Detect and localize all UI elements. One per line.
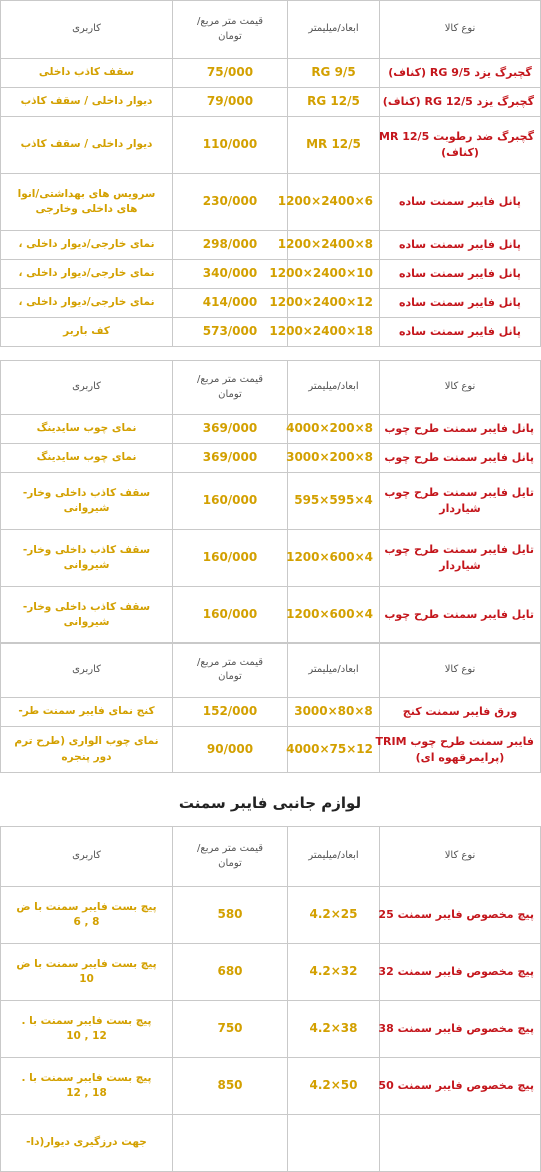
price-cell: 850 [173, 1058, 288, 1115]
usage-text: نمای چوب سایدینگ [36, 422, 137, 435]
product-type-cell [380, 318, 541, 347]
product-type-text: فایبر سمنت طرح چوب TRIM [375, 734, 534, 748]
product-type-text: شیاردار [439, 502, 481, 515]
usage-text: شیروانی [63, 616, 110, 628]
usage-cell [1, 318, 173, 347]
dimensions-text: 3000×200×8 [286, 450, 373, 465]
usage-text: سقف کاذب داخلی [38, 66, 135, 79]
usage-text: سقف کاذب داخلی وخار- [22, 486, 151, 499]
usage-text: نمای چوب الواری (طرح ترم [14, 735, 159, 748]
product-type-text: شیاردار [439, 559, 481, 572]
usage-cell [1, 59, 173, 88]
product-type-text: پیچ مخصوص فایبر سمنت 38 [378, 1022, 534, 1036]
header-price-unit: تومان [218, 388, 242, 400]
usage-cell [1, 1115, 173, 1172]
product-type-text: گچبرگ یزد RG 12/5 (کناف) [382, 95, 534, 109]
product-type-cell [380, 1058, 541, 1115]
usage-text: پیچ بست فایبر سمنت با ض [16, 957, 157, 970]
usage-cell [1, 473, 173, 530]
table-row [1, 88, 541, 117]
usage-text: دور پنجره [61, 750, 112, 763]
price-cell: 110/000 [173, 117, 288, 174]
table-row [1, 587, 541, 644]
table-row [1, 1115, 541, 1172]
usage-text: نمای چوب سایدینگ [36, 451, 137, 464]
price-cell: 79/000 [173, 88, 288, 117]
table-row [1, 318, 541, 347]
price-cell: 75/000 [173, 59, 288, 88]
dimensions-text: 4000×75×12 [286, 741, 373, 756]
header-product-type: نوع کالا [380, 643, 541, 698]
table-row [1, 117, 541, 174]
header-price-unit: تومان [218, 857, 242, 869]
price-table-wood-design [0, 360, 541, 644]
usage-text: سقف کاذب داخلی وخار- [22, 600, 151, 613]
usage-text: سرویس های بهداشتی/انوا [17, 187, 156, 200]
product-type-cell [380, 59, 541, 88]
dimensions-cell [288, 415, 380, 444]
product-type-text: پیچ مخصوص فایبر سمنت 32 [378, 965, 534, 979]
header-product-type: نوع کالا [380, 1, 541, 59]
usage-cell [1, 88, 173, 117]
dimensions-text: 4.2×50 [309, 1078, 358, 1093]
header-dimensions: ابعاد/میلیمتر [288, 1, 380, 59]
product-type-cell [380, 88, 541, 117]
usage-text: پیچ بست فایبر سمنت با . [21, 1014, 152, 1027]
dimensions-text: 1200×600×4 [286, 550, 373, 565]
product-type-cell [375, 727, 541, 773]
table-row [1, 1058, 541, 1115]
price-cell: 230/000 [173, 174, 288, 231]
dimensions-text: 1200×2400×18 [269, 324, 373, 339]
header-price-line: قیمت متر مربع/ [197, 656, 263, 668]
product-type-cell [380, 944, 541, 1001]
price-cell: 680 [173, 944, 288, 1001]
product-type-text: پیچ مخصوص فایبر سمنت 25 [378, 908, 534, 922]
table-row [1, 944, 541, 1001]
product-type-cell [380, 117, 541, 174]
table-row [1, 289, 541, 318]
dimensions-text: 3000×80×8 [294, 704, 373, 719]
product-type-cell [380, 1001, 541, 1058]
usage-cell [1, 444, 173, 473]
product-type-text: پیچ مخصوص فایبر سمنت 50 [378, 1079, 534, 1093]
header-product-type: نوع کالا [380, 361, 541, 415]
header-price-unit: تومان [218, 30, 242, 42]
price-cell: 369/000 [173, 444, 288, 473]
dimensions-cell [288, 59, 380, 88]
usage-cell [1, 1001, 173, 1058]
product-type-text: پانل فایبر سمنت طرح چوب [384, 451, 534, 465]
header-price [173, 827, 288, 887]
table-row [1, 444, 541, 473]
usage-text: پیچ بست فایبر سمنت با . [21, 1071, 152, 1084]
product-type-text: پانل فایبر سمنت ساده [399, 325, 521, 339]
header-price-unit: تومان [218, 671, 242, 682]
product-type-cell [380, 260, 541, 289]
usage-text: نمای خارجی/دیوار داخلی ، [18, 296, 155, 309]
header-price [173, 1, 288, 59]
header-dimensions: ابعاد/میلیمتر [288, 643, 380, 698]
usage-text: جهت درزگیری دیوار(دا- [26, 1136, 147, 1149]
table-header-row [1, 827, 541, 887]
dimensions-cell [288, 88, 380, 117]
usage-text: 10 [79, 973, 94, 985]
product-type-text: (پرایمرقهوه ای) [415, 750, 505, 764]
dimensions-cell [277, 174, 380, 231]
price-cell: 750 [173, 1001, 288, 1058]
header-usage: کاربری [1, 827, 173, 887]
dimensions-text: 1200×2400×10 [269, 266, 373, 281]
dimensions-cell [288, 944, 380, 1001]
table-header-row [1, 1, 541, 59]
usage-text: سقف کاذب داخلی وخار- [22, 543, 151, 556]
usage-cell [1, 117, 173, 174]
dimensions-text: 1200×600×4 [286, 607, 373, 622]
usage-cell [1, 587, 173, 644]
usage-cell [1, 231, 173, 260]
usage-text: 8 , 6 [73, 916, 100, 928]
dimensions-text: 1200×2400×8 [277, 237, 373, 252]
usage-cell [1, 698, 173, 727]
dimensions-cell [288, 117, 380, 174]
price-cell: 573/000 [173, 318, 288, 347]
table-row [1, 698, 541, 727]
product-type-text: تایل فایبر سمنت طرح چوب [384, 486, 534, 500]
usage-text: دیوار داخلی / سقف کاذب [20, 138, 153, 151]
dimensions-cell [269, 260, 380, 289]
dimensions-cell [288, 1001, 380, 1058]
usage-text: کنج نمای فایبر سمنت طر- [18, 705, 155, 718]
usage-cell [1, 415, 173, 444]
table-row [1, 887, 541, 944]
price-table-gypsum-and-panels [0, 0, 541, 347]
usage-text: شیروانی [63, 559, 110, 571]
table-row [1, 59, 541, 88]
dimensions-text: 1200×2400×6 [277, 194, 373, 209]
usage-cell [1, 1058, 173, 1115]
product-type-text: گچبرگ ضد رطوبت MR 12/5 [379, 130, 534, 144]
usage-text: 18 , 12 [66, 1087, 107, 1099]
dimensions-text: RG 9/5 [311, 65, 356, 80]
price-cell: 369/000 [173, 415, 288, 444]
dimensions-cell [288, 587, 380, 644]
header-price [173, 361, 288, 415]
table-row [1, 174, 541, 231]
header-price-line: قیمت متر مربع/ [197, 16, 263, 27]
dimensions-cell [269, 289, 380, 318]
table-row [1, 231, 541, 260]
product-type-text: پانل فایبر سمنت طرح چوب [384, 422, 534, 436]
dimensions-cell [288, 1058, 380, 1115]
dimensions-cell [288, 473, 380, 530]
dimensions-text: 4.2×38 [309, 1021, 358, 1036]
price-cell: 298/000 [173, 231, 288, 260]
product-type-text: تایل فایبر سمنت طرح چوب [384, 608, 534, 622]
header-product-type: نوع کالا [380, 827, 541, 887]
dimensions-cell [288, 727, 380, 773]
header-usage: کاربری [1, 643, 173, 698]
price-cell [173, 1115, 288, 1172]
dimensions-cell [288, 698, 380, 727]
dimensions-cell [288, 530, 380, 587]
usage-text: شیروانی [63, 502, 110, 514]
table-header-row [1, 361, 541, 415]
price-cell: 160/000 [173, 473, 288, 530]
price-cell: 414/000 [173, 289, 288, 318]
usage-cell [1, 887, 173, 944]
table-row [1, 530, 541, 587]
table-header-row [1, 643, 541, 698]
usage-cell [1, 289, 173, 318]
dimensions-text: MR 12/5 [306, 137, 361, 152]
price-cell: 160/000 [173, 530, 288, 587]
header-price-line: قیمت متر مربع/ [197, 843, 263, 854]
header-dimensions: ابعاد/میلیمتر [288, 361, 380, 415]
usage-text: های داخلی وخارجی [35, 203, 138, 215]
product-type-text: پانل فایبر سمنت ساده [399, 296, 521, 310]
table-row [1, 260, 541, 289]
usage-cell [1, 260, 173, 289]
dimensions-cell [269, 318, 380, 347]
price-table-accessories [0, 826, 541, 1172]
dimensions-text: 1200×2400×12 [269, 295, 373, 310]
header-price [173, 643, 288, 698]
dimensions-cell [288, 1115, 380, 1172]
dimensions-text: 4.2×25 [309, 907, 358, 922]
dimensions-cell [277, 231, 380, 260]
dimensions-text: 595×595×4 [294, 493, 373, 508]
product-type-cell [380, 698, 541, 727]
product-type-cell [380, 444, 541, 473]
usage-text: کف باربر [63, 325, 110, 338]
table-row [1, 473, 541, 530]
usage-text: نمای خارجی/دیوار داخلی ، [18, 238, 155, 251]
product-type-cell [380, 530, 541, 587]
usage-cell [1, 174, 173, 231]
price-cell: 90/000 [173, 727, 288, 773]
usage-text: 12 , 10 [66, 1030, 107, 1042]
usage-cell [1, 727, 173, 773]
price-cell: 152/000 [173, 698, 288, 727]
header-price-line: قیمت متر مربع/ [197, 374, 263, 385]
product-type-cell [380, 887, 541, 944]
product-type-cell [380, 587, 541, 644]
usage-cell [1, 944, 173, 1001]
dimensions-text: RG 12/5 [307, 94, 360, 109]
usage-text: پیچ بست فایبر سمنت با ض [16, 900, 157, 913]
dimensions-cell [288, 887, 380, 944]
product-type-text: پانل فایبر سمنت ساده [399, 238, 521, 252]
price-cell: 580 [173, 887, 288, 944]
product-type-cell [380, 289, 541, 318]
table-row [1, 727, 541, 773]
dimensions-cell [288, 444, 380, 473]
header-usage: کاربری [1, 361, 173, 415]
product-type-text: تایل فایبر سمنت طرح چوب [384, 543, 534, 557]
product-type-text: (کناف) [441, 146, 479, 159]
accessories-section-title: لوازم جانبی فایبر سمنت [178, 794, 362, 812]
product-type-text: گچبرگ یزد RG 9/5 (کناف) [388, 66, 532, 80]
product-type-cell [380, 1115, 541, 1172]
price-cell: 160/000 [173, 587, 288, 644]
table-row [1, 1001, 541, 1058]
dimensions-text: 4.2×32 [309, 964, 358, 979]
usage-cell [1, 530, 173, 587]
header-dimensions: ابعاد/میلیمتر [288, 827, 380, 887]
product-type-cell [380, 174, 541, 231]
product-type-cell [380, 415, 541, 444]
product-type-text: ورق فایبر سمنت کنج [402, 705, 518, 719]
product-type-cell [380, 231, 541, 260]
product-type-text: پانل فایبر سمنت ساده [399, 267, 521, 281]
header-usage: کاربری [1, 1, 173, 59]
price-cell: 340/000 [173, 260, 288, 289]
price-table-trim [0, 642, 541, 773]
table-row [1, 415, 541, 444]
dimensions-text: 4000×200×8 [286, 421, 373, 436]
usage-text: نمای خارجی/دیوار داخلی ، [18, 267, 155, 280]
product-type-cell [380, 473, 541, 530]
usage-text: دیوار داخلی / سقف کاذب [20, 95, 153, 108]
product-type-text: پانل فایبر سمنت ساده [399, 195, 521, 209]
